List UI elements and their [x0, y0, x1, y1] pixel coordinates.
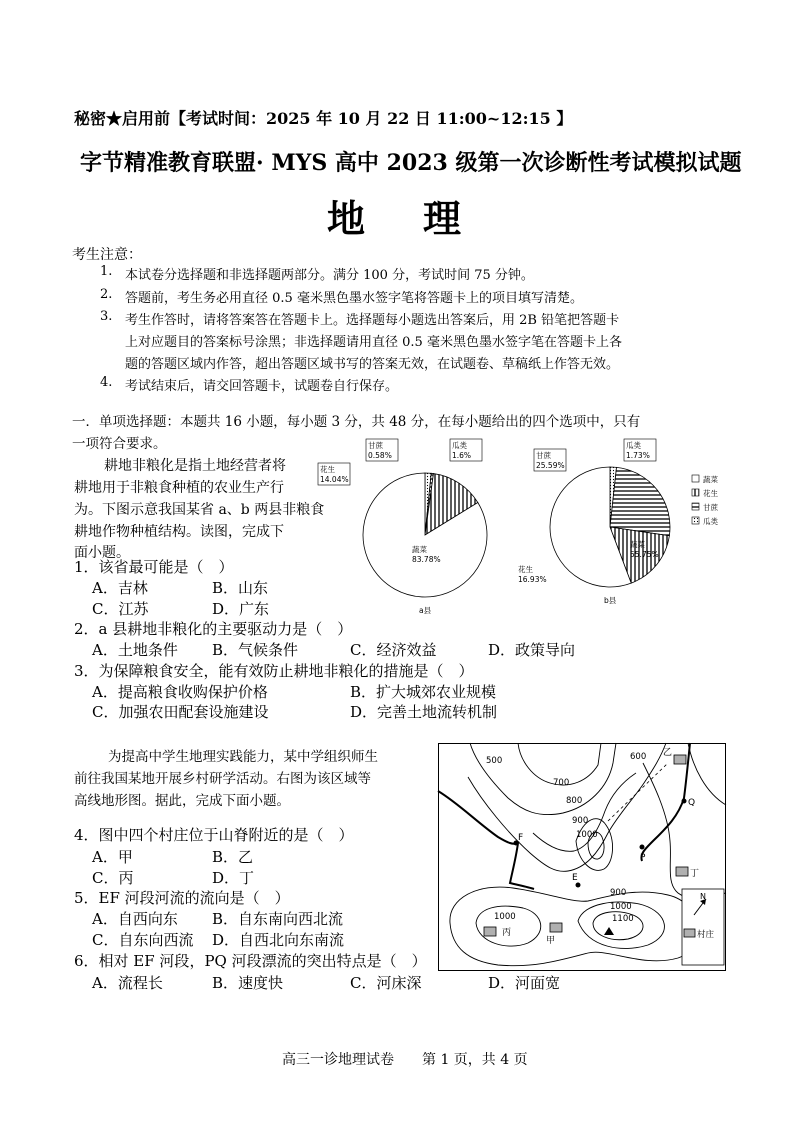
village-bing: [484, 927, 496, 936]
notice-item-2-text: 答题前，考生务必用直径 0.5 毫米黑色墨水签字笔将答题卡上的项目填写清楚。: [125, 291, 583, 306]
notice-item-1-num: 1.: [100, 264, 113, 279]
legend-village-label: 村庄: [697, 930, 715, 940]
legend-swatch: [692, 475, 699, 482]
q6-option-d[interactable]: D．河面宽: [488, 974, 561, 992]
q2-option-d[interactable]: D．政策导向: [488, 641, 576, 659]
pie-data-label: 83.78%: [412, 555, 441, 564]
point-label: Q: [688, 798, 696, 808]
passage-line: 为提高中学生地理实践能力，某中学组织师生: [108, 749, 378, 765]
pie-data-label: 25.59%: [536, 461, 565, 470]
pie-slice-甘蔗: [610, 467, 670, 535]
village-label: 乙: [663, 748, 673, 758]
legend-label: 花生: [703, 489, 718, 498]
pie-title: b县: [604, 596, 617, 605]
q3-option-a[interactable]: A．提高粮食收购保护价格: [92, 683, 268, 701]
passage-line: 面小题。: [74, 545, 130, 561]
passage-line: 前往我国某地开展乡村研学活动。右图为该区域等: [74, 771, 371, 787]
q5-option-b[interactable]: B．自东南向西北流: [212, 910, 344, 928]
q5-option-a[interactable]: A．自西向东: [92, 910, 178, 928]
village-label: 甲: [546, 936, 556, 946]
pie-data-label: 55.75%: [630, 550, 659, 559]
q2-option-a[interactable]: A．土地条件: [92, 641, 178, 659]
section-heading: 一项符合要求。: [72, 436, 167, 452]
contour-label: 1000: [610, 902, 632, 912]
notice-item-3-text: 题的答题区域内作答，超出答题区域书写的答案无效，在试题卷、草稿纸上作答无效。: [125, 357, 620, 372]
q3-stem: 3．为保障粮食安全，能有效防止耕地非粮化的措施是（ ）: [74, 662, 474, 680]
q4-option-b[interactable]: B．乙: [212, 848, 254, 866]
point-e: [576, 883, 581, 888]
q4-option-d[interactable]: D．丁: [212, 869, 255, 887]
q1-option-d[interactable]: D．广东: [212, 600, 270, 618]
secret-line: 秘密★启用前【考试时间：2025 年 10 月 22 日 11:00~12:15 】: [74, 109, 573, 128]
legend-swatch: [692, 517, 699, 524]
contour-map: [438, 743, 726, 971]
pie-data-label: 0.58%: [368, 451, 392, 460]
pie-data-label: 16.93%: [518, 575, 547, 584]
q4-stem: 4．图中四个村庄位于山脊附近的是（ ）: [74, 826, 354, 844]
q1-stem: 1．该省最可能是（ ）: [74, 558, 234, 576]
pie-data-label: 1.73%: [626, 451, 650, 460]
q3-option-b[interactable]: B．扩大城郊农业规模: [350, 683, 497, 701]
contour-label: 1100: [612, 914, 634, 924]
pie-title: a县: [419, 606, 432, 615]
q2-stem: 2．a 县耕地非粮化的主要驱动力是（ ）: [74, 620, 353, 638]
notice-item-3-text: 上对应题目的答案标号涂黑；非选择题请用直径 0.5 毫米黑色墨水签字笔在答题卡上各: [125, 335, 622, 350]
point-p: [640, 845, 645, 850]
pie-data-label: 蔬菜: [630, 540, 645, 549]
contour-label: 1000: [494, 912, 516, 922]
village-yi: [674, 755, 686, 764]
point-label: E: [572, 873, 578, 883]
notice-item-3-text: 考生作答时，请将答案答在答题卡上。选择题每小题选出答案后，用 2B 铅笔把答题卡: [125, 313, 620, 328]
exam-title: 字节精准教育联盟· MYS 高中 2023 级第一次诊断性考试模拟试题: [80, 150, 742, 176]
legend-swatch: [692, 489, 699, 496]
q6-option-a[interactable]: A．流程长: [92, 974, 163, 992]
pie-data-label: 14.04%: [320, 475, 349, 484]
q5-option-d[interactable]: D．自西北向东南流: [212, 931, 345, 949]
pie-data-label: 瓜类: [452, 441, 467, 450]
pie-data-label: 蔬菜: [412, 545, 427, 554]
passage-line: 耕地非粮化是指土地经营者将: [104, 458, 286, 474]
notice-item-3-num: 3.: [100, 309, 113, 324]
legend-swatch: [692, 503, 699, 510]
q2-option-b[interactable]: B．气候条件: [212, 641, 299, 659]
q1-option-a[interactable]: A．吉林: [92, 579, 148, 597]
legend-label: 甘蔗: [703, 503, 718, 512]
notice-heading: 考生注意：: [72, 247, 142, 263]
q6-option-c[interactable]: C．河床深: [350, 974, 422, 992]
contour-label: 900: [610, 888, 627, 898]
passage-line: 为。下图示意我国某省 a、b 两县非粮食: [74, 502, 325, 518]
notice-item-1-text: 本试卷分选择题和非选择题两部分。满分 100 分，考试时间 75 分钟。: [125, 268, 534, 283]
pie-charts: [320, 430, 730, 615]
legend-label: 蔬菜: [703, 475, 718, 484]
page-footer: 高三一诊地理试卷 第 1 页，共 4 页: [282, 1052, 528, 1068]
village-label: 丁: [690, 869, 700, 879]
north-label: N: [700, 892, 706, 901]
point-q: [682, 799, 687, 804]
legend-village-icon: [684, 929, 695, 937]
q4-option-c[interactable]: C．丙: [92, 869, 134, 887]
contour-label: 1000: [576, 830, 598, 840]
notice-item-2-num: 2.: [100, 287, 113, 302]
q5-stem: 5．EF 河段河流的流向是（ ）: [74, 889, 290, 907]
passage-line: 耕地用于非粮食种植的农业生产行: [74, 480, 284, 496]
notice-item-4-text: 考试结束后，请交回答题卡，试题卷自行保存。: [125, 379, 399, 394]
pie-data-label: 花生: [518, 565, 533, 574]
pie-data-label: 瓜类: [626, 441, 641, 450]
q3-option-c[interactable]: C．加强农田配套设施建设: [92, 703, 269, 721]
village-jia: [550, 923, 562, 932]
passage-line: 高线地形图。据此，完成下面小题。: [74, 793, 290, 809]
q6-stem: 6．相对 EF 河段，PQ 河段漂流的突出特点是（ ）: [74, 952, 427, 970]
q3-option-d[interactable]: D．完善土地流转机制: [350, 703, 498, 721]
notice-item-4-num: 4.: [100, 375, 113, 390]
point-label: F: [518, 833, 524, 843]
pie-data-label: 甘蔗: [536, 451, 551, 460]
q6-option-b[interactable]: B．速度快: [212, 974, 284, 992]
contour-label: 800: [566, 796, 583, 806]
q5-option-c[interactable]: C．自东向西流: [92, 931, 194, 949]
contour-label: 500: [486, 756, 503, 766]
pie-data-label: 花生: [320, 465, 335, 474]
q4-option-a[interactable]: A．甲: [92, 848, 133, 866]
subject-title: 地理: [327, 196, 520, 241]
q2-option-c[interactable]: C．经济效益: [350, 641, 437, 659]
section-heading: 一．单项选择题：本题共 16 小题，每小题 3 分，共 48 分，在每小题给出的四个选项中，只有: [72, 414, 641, 430]
passage-line: 耕地作物种植结构。读图，完成下: [74, 524, 284, 540]
contour-label: 700: [553, 778, 570, 788]
village-label: 丙: [502, 928, 512, 938]
q1-option-c[interactable]: C．江苏: [92, 600, 149, 618]
pie-data-label: 1.6%: [452, 451, 472, 460]
contour-label: 900: [572, 816, 589, 826]
point-label: P: [640, 853, 646, 863]
legend-label: 瓜类: [703, 517, 718, 526]
q1-option-b[interactable]: B．山东: [212, 579, 269, 597]
village-ding: [676, 867, 688, 876]
contour-label: 600: [630, 752, 647, 762]
pie-data-label: 甘蔗: [368, 441, 383, 450]
